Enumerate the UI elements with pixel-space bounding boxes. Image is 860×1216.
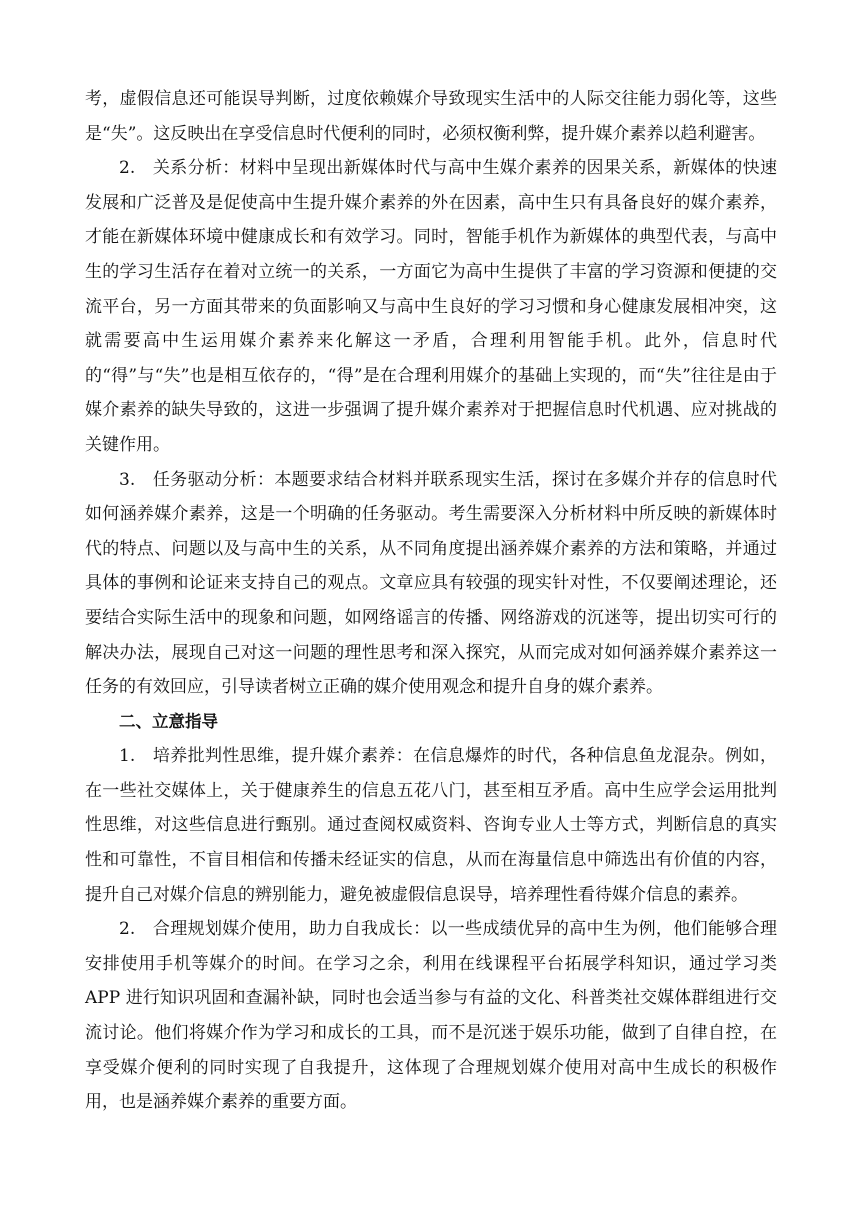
section-heading: 二、立意指导 bbox=[119, 711, 218, 731]
paragraph-critical-thinking: 1. 培养批判性思维，提升媒介素养：在信息爆炸的时代，各种信息鱼龙混杂。例如，在一些社交媒体上，关于健康养生的信息五花八门，甚至相互矛盾。高中生应学会运用批判性思维，对这些信息进行甄别。通过查阅权威资料、咨询专业人士等方式，判断信息的真实性和可靠性，不盲目相信和传播未经证实的信息，从而在海量信息中筛选出有价值的内容，提升自己对媒介信息的辨别能力，避免被虚假信息误导，培养理性看待媒介信息的素养。 bbox=[85, 746, 777, 905]
paragraph-continuation: 考，虚假信息还可能误导判断，过度依赖媒介导致现实生活中的人际交往能力弱化等，这些是“失”。这反映出在享受信息时代便利的同时，必须权衡利弊，提升媒介素养以趋利避害。 bbox=[85, 89, 777, 144]
paragraph-media-planning: 2. 合理规划媒介使用，助力自我成长：以一些成绩优异的高中生为例，他们能够合理安排使用手机等媒介的时间。在学习之余，利用在线课程平台拓展学科知识，通过学习类 APP 进行知识巩固和查漏补缺，同时也会适当参与有益的文化、科普类社交媒体群组进行交流讨论。他们将媒介作为学习和成长的工具，而不是沉迷于娱乐功能，做到了自律自控，在享受媒介便利的同时实现了自我提升，这体现了合理规划媒介使用对高中生成长的积极作用，也是涵养媒介素养的重要方面。 bbox=[85, 919, 777, 1113]
paragraph-task-driven-analysis: 3. 任务驱动分析：本题要求结合材料并联系现实生活，探讨在多媒介并存的信息时代如何涵养媒介素养，这是一个明确的任务驱动。考生需要深入分析材料中所反映的新媒体时代的特点、问题以及与高中生的关系，从不同角度提出涵养媒介素养的方法和策略，并通过具体的事例和论证来支持自己的观点。文章应具有较强的现实针对性，不仅要阐述理论，还要结合实际生活中的现象和问题，如网络谣言的传播、网络游戏的沉迷等，提出切实可行的解决办法，展现自己对这一问题的理性思考和深入探究，从而完成对如何涵养媒介素养这一任务的有效回应，引导读者树立正确的媒介使用观念和提升自身的媒介素养。 bbox=[85, 469, 777, 698]
paragraph-relationship-analysis: 2. 关系分析：材料中呈现出新媒体时代与高中生媒介素养的因果关系，新媒体的快速发展和广泛普及是促使高中生提升媒介素养的外在因素，高中生只有具备良好的媒介素养，才能在新媒体环境中健康成长和有效学习。同时，智能手机作为新媒体的典型代表，与高中生的学习生活存在着对立统一的关系，一方面它为高中生提供了丰富的学习资源和便捷的交流平台，另一方面其带来的负面影响又与高中生良好的学习习惯和身心健康发展相冲突，这就需要高中生运用媒介素养来化解这一矛盾，合理利用智能手机。此外，信息时代的“得”与“失”也是相互依存的，“得”是在合理利用媒介的基础上实现的，而“失”往往是由于媒介素养的缺失导致的，这进一步强调了提升媒介素养对于把握信息时代机遇、应对挑战的关键作用。 bbox=[85, 158, 777, 455]
document-page bbox=[85, 82, 777, 1120]
